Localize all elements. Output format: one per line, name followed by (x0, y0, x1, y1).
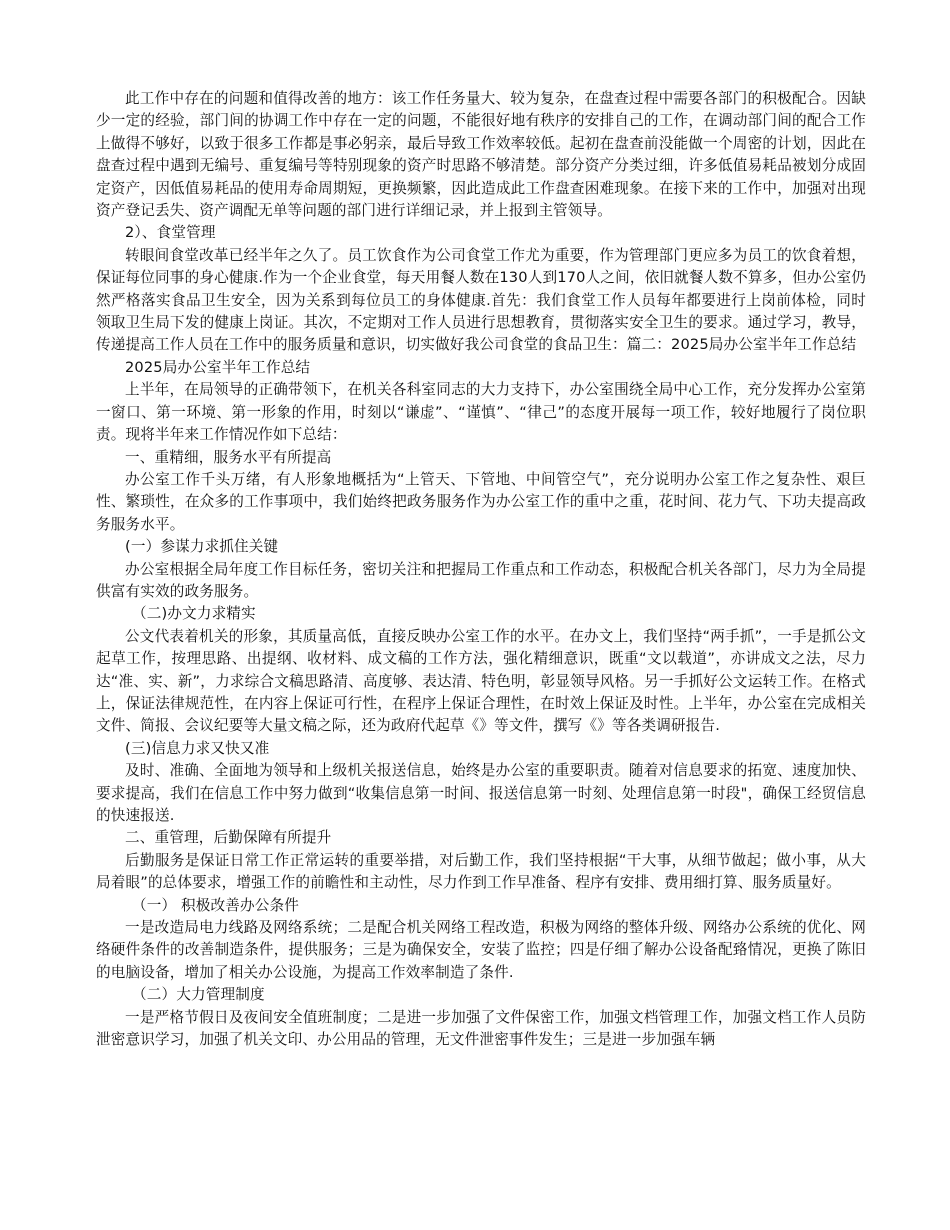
paragraph-asset-check-issues: 此工作中存在的问题和值得改善的地方：该工作任务量大、较为复杂，在盘查过程中需要各部门的积极配合。因缺少一定的经验，部门间的协调工作中存在一定的问题，不能很好地有秩序的安排自己的工作，在调动部门间的配合工作上做得不够好，以致于很多工作都是事必躬亲，最后导致工作效率较低。起初在盘查前没能做一个周密的计划，因此在盘查过程中遇到无编号、重复编号等特别现象的资产时思路不够清楚。部分资产分类过细，许多低值易耗品被划分成固定资产，因低值易耗品的使用寿命周期短，更换频繁，因此造成此工作盘查困难现象。在接下来的工作中，加强对出现资产登记丢失、资产调配无单等问题的部门进行详细记录，并上报到主管领导。 (96, 90, 866, 220)
paragraph-information: 及时、准确、全面地为领导和上级机关报送信息，始终是办公室的重要职责。随着对信息要求的拓宽、速度加快、要求提高，我们在信息工作中努力做到“收集信息第一时间、报送信息第一时刻、处理信息第一时段"，确保工经贸信息的快速报送. (96, 762, 866, 824)
paragraph-office-conditions: 一是改造局电力线路及网络系统；二是配合机关网络工程改造，积极为网络的整体升级、网络办公系统的优化、网络硬件条件的改善制造条件，提供服务；三是为确保安全，安装了监控；四是仔细了解办公设备配臵情况，更换了陈旧的电脑设备，增加了相关办公设施，为提高工作效率制造了条件. (96, 919, 866, 981)
paragraph-introduction: 上半年，在局领导的正确带领下，在机关各科室同志的大力支持下，办公室围绕全局中心工作，充分发挥办公室第一窗口、第一环境、第一形象的作用，时刻以“谦虚”、“谨慎”、“律己”的态度开展每一项工作，较好地履行了岗位职责。现将半年来工作情况作如下总结： (96, 381, 866, 444)
document-page (96, 88, 866, 1051)
heading-section-one: 一、重精细，服务水平有所提高 (125, 448, 332, 466)
paragraph-canteen: 转眼间食堂改革已经半年之久了。员工饮食作为公司食堂工作尤为重要，作为管理部门更应多为员工的饮食着想，保证每位同事的身心健康.作为一个企业食堂，每天用餐人数在130人到170人之间，依旧就餐人数不算多，但办公室仍然严格落实食品卫生安全，因为关系到每位员工的身体健康.首先：我们食堂工作人员每年都要进行上岗前体检，同时领取卫生局下发的健康上岗证。其次，不定期对工作人员进行思想教育，贯彻落实安全卫生的要求。通过学习，教导，传递提高工作人员在工作中的服务质量和意识，切实做好我公司食堂的食品卫生：篇二：2025局办公室半年工作总结 (96, 246, 866, 354)
subheading-information: (三)信息力求又快又准 (125, 739, 270, 757)
subheading-document-work: （二)办文力求精实 (132, 605, 256, 623)
subheading-advisory: (一）参谋力求抓住关键 (125, 538, 279, 556)
heading-report-title: 2025局办公室半年工作总结 (125, 358, 311, 376)
paragraph-advisory: 办公室根据全局年度工作目标任务，密切关注和把握局工作重点和工作动态，积极配合机关各部门，尽力为全局提供富有实效的政务服务。 (96, 560, 866, 600)
subheading-management-system: （二）大力管理制度 (132, 986, 265, 1004)
paragraph-document-work: 公文代表着机关的形象，其质量高低，直接反映办公室工作的水平。在办文上，我们坚持“两手抓”，一手是抓公文起草工作，按理思路、出提纲、收材料、成文稿的工作方法，强化精细意识，既重“文以载道”，亦讲成文之法，尽力达“准、实、新”，力求综合文稿思路清、高度够、表达清、特色明，彰显领导风格。另一手抓好公文运转工作。在格式上，保证法律规范性，在内容上保证可行性，在程序上保证合理性，在时效上保证及时性。上半年，办公室在完成相关文件、简报、会议纪要等大量文稿之际，还为政府代起草《》等文件，撰写《》等各类调研报告. (96, 627, 866, 735)
paragraph-section-two: 后勤服务是保证日常工作正常运转的重要举措，对后勤工作，我们坚持根据“干大事，从细节做起；做小事，从大局着眼”的总体要求，增强工作的前瞻性和主动性，尽力作到工作早准备、程序有安排、费用细打算、服务质量好。 (96, 851, 866, 892)
paragraph-management-system: 一是严格节假日及夜间安全值班制度；二是进一步加强了文件保密工作，加强文档管理工作，加强文档工作人员防泄密意识学习，加强了机关文印、办公用品的管理，无文件泄密事件发生；三是进一步加强车辆 (96, 1008, 866, 1049)
heading-section-two: 二、重管理，后勤保障有所提升 (125, 829, 332, 847)
subheading-office-conditions: （一） 积极改善办公条件 (132, 896, 299, 914)
heading-canteen-management: 2）、食堂管理 (125, 224, 216, 242)
paragraph-section-one: 办公室工作千头万绪，有人形象地概括为“上管天、下管地、中间管空气”，充分说明办公室工作之复杂性、艰巨性、繁琐性，在众多的工作事项中，我们始终把政务服务作为办公室工作的重中之重，花时间、花力气、下功夫提高政务服务水平。 (96, 470, 866, 533)
